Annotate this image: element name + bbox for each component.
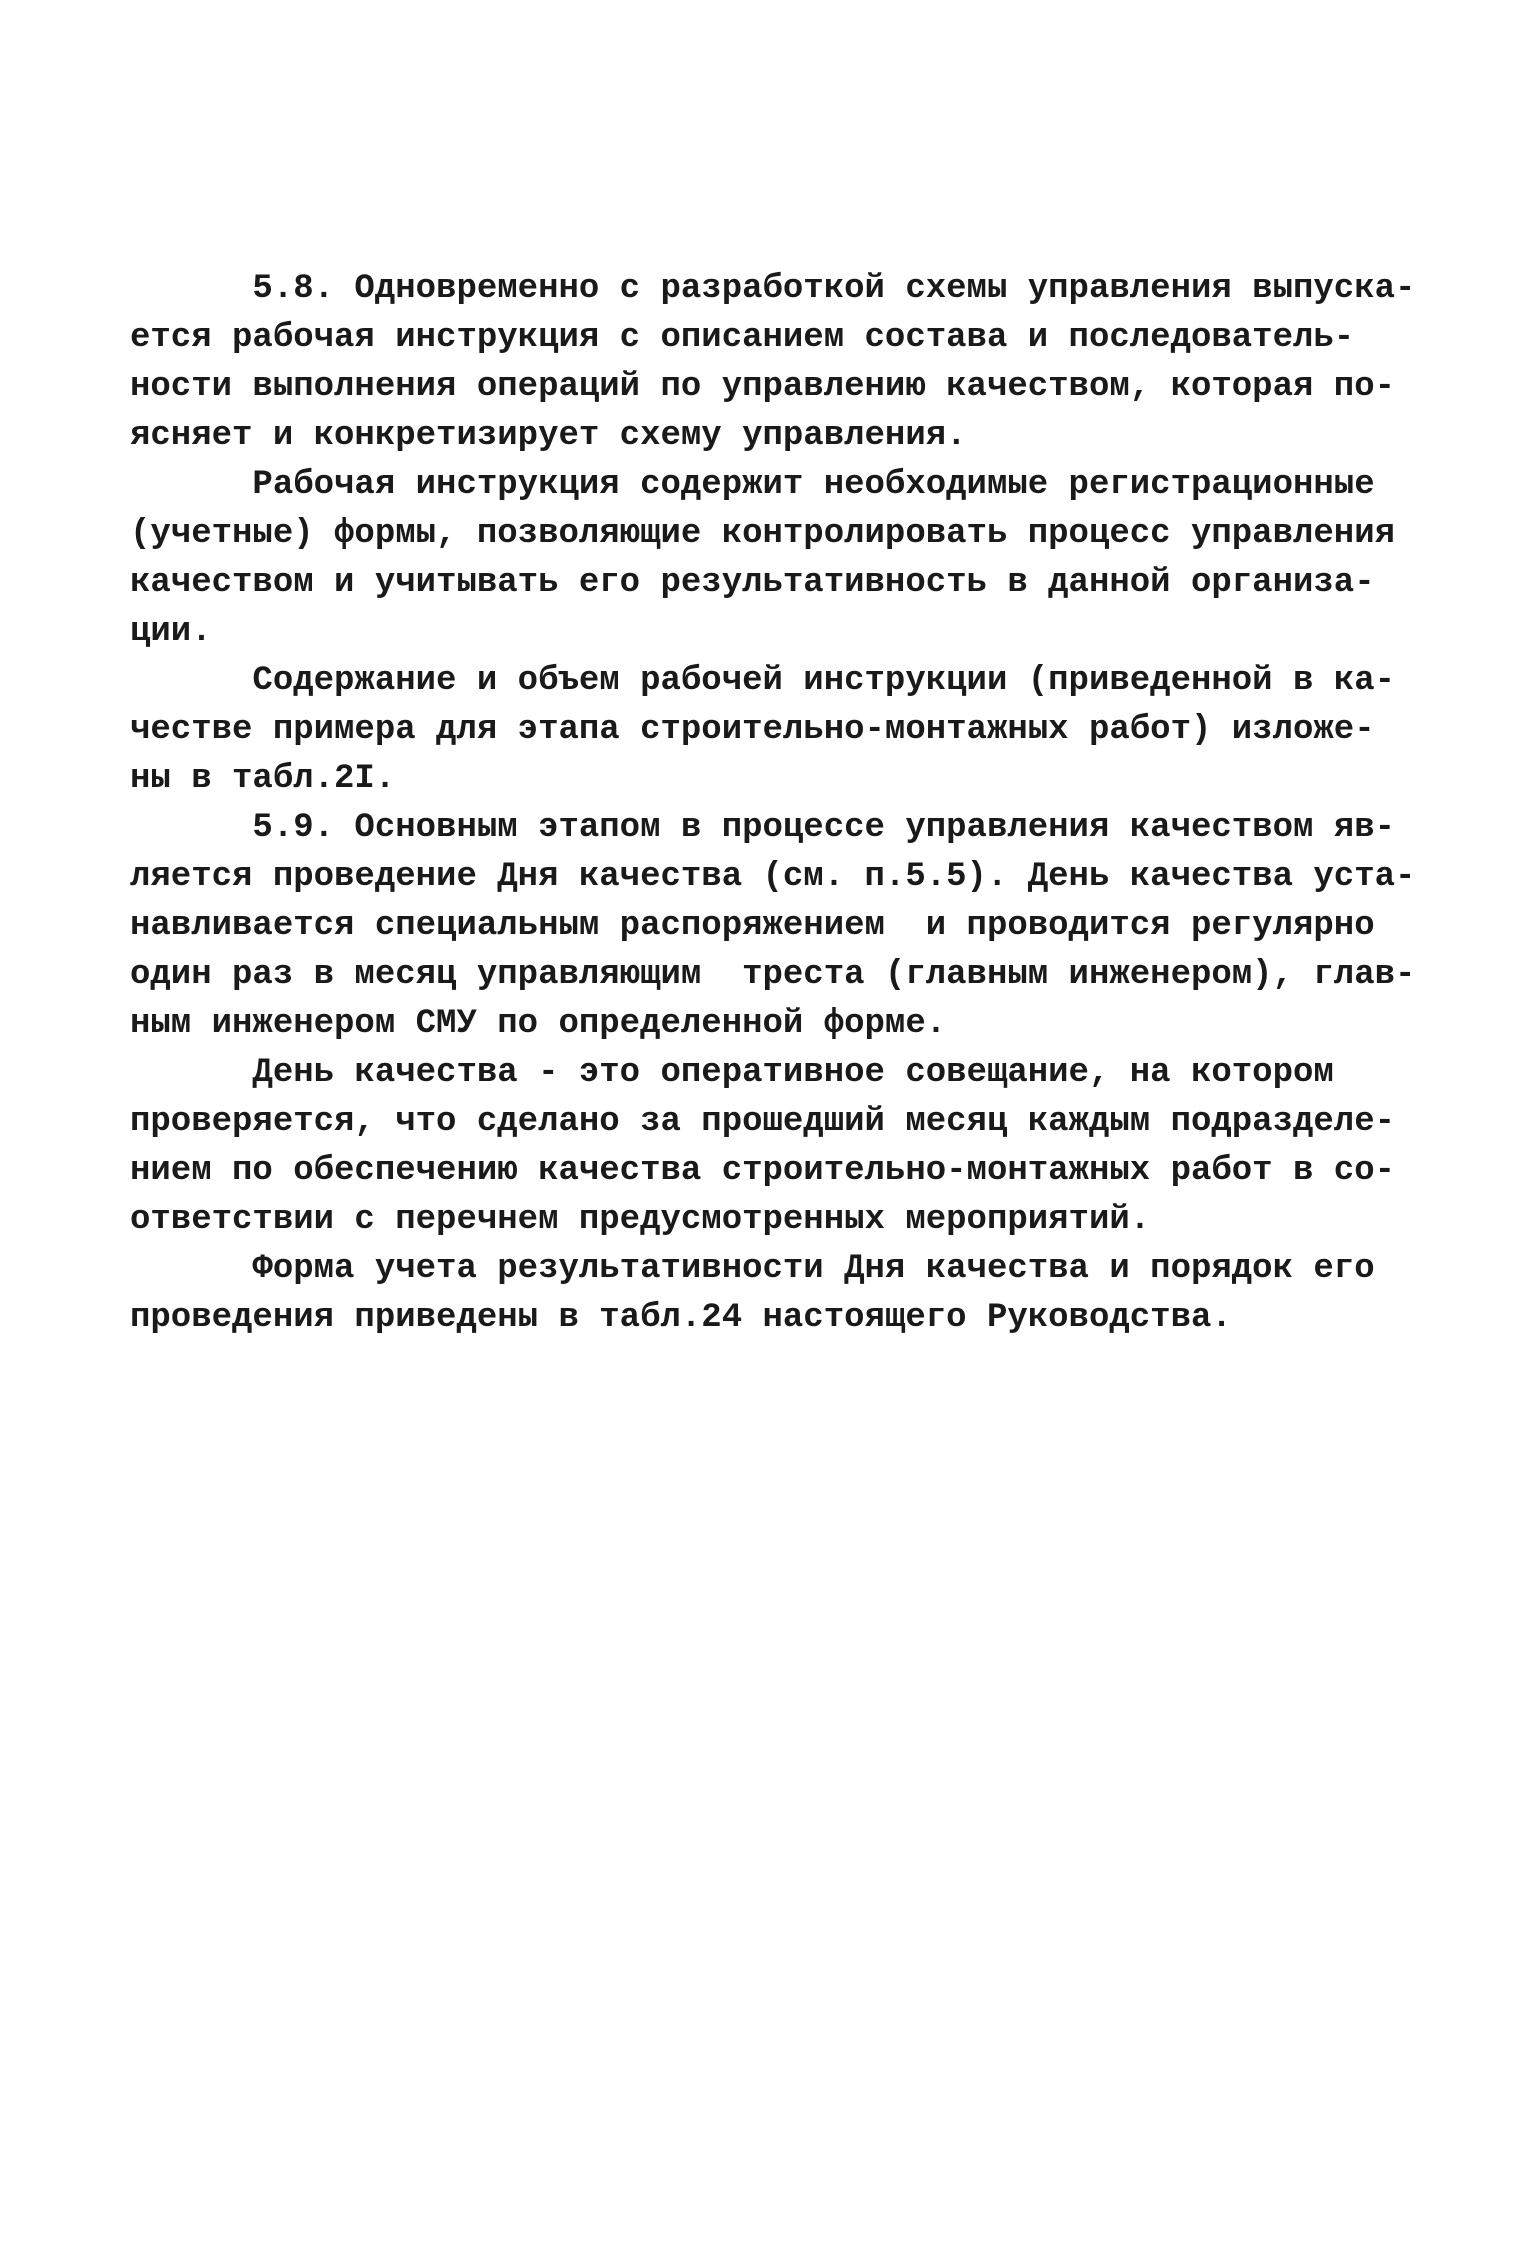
text-line: День качества - это оперативное совещание, на котором bbox=[130, 1054, 1334, 1092]
text-line: ясняет и конкретизирует схему управления. bbox=[130, 417, 967, 455]
text-line: ны в табл.2I. bbox=[130, 760, 396, 798]
text-line: ляется проведение Дня качества (см. п.5.5). День качества уста- bbox=[130, 858, 1416, 896]
text-line: проверяется, что сделано за прошедший месяц каждым подразделе- bbox=[130, 1103, 1396, 1141]
text-line: ции. bbox=[130, 613, 212, 651]
text-line: 5.9. Основным этапом в процессе управления качеством яв- bbox=[130, 809, 1396, 847]
text-line: качеством и учитывать его результативность в данной организа- bbox=[130, 564, 1375, 602]
document-body bbox=[130, 265, 1420, 1343]
text-line: (учетные) формы, позволяющие контролировать процесс управления bbox=[130, 515, 1396, 553]
text-line: Содержание и объем рабочей инструкции (приведенной в ка- bbox=[130, 662, 1396, 700]
text-line: честве примера для этапа строительно-монтажных работ) изложе- bbox=[130, 711, 1375, 749]
text-line: ности выполнения операций по управлению качеством, которая по- bbox=[130, 368, 1396, 406]
text-line: ответствии с перечнем предусмотренных мероприятий. bbox=[130, 1201, 1151, 1239]
text-line: один раз в месяц управляющим треста (главным инженером), глав- bbox=[130, 956, 1416, 994]
text-line: Форма учета результативности Дня качества и порядок его bbox=[130, 1250, 1375, 1288]
text-line: нием по обеспечению качества строительно-монтажных работ в со- bbox=[130, 1152, 1396, 1190]
text-line: навливается специальным распоряжением и проводится регулярно bbox=[130, 907, 1375, 945]
text-line: проведения приведены в табл.24 настоящего Руководства. bbox=[130, 1299, 1232, 1337]
text-line: Рабочая инструкция содержит необходимые регистрационные bbox=[130, 466, 1375, 504]
text-line: ным инженером СМУ по определенной форме. bbox=[130, 1005, 947, 1043]
text-line: 5.8. Одновременно с разработкой схемы управления выпуска- bbox=[130, 270, 1416, 308]
text-line: ется рабочая инструкция с описанием состава и последователь- bbox=[130, 319, 1355, 357]
